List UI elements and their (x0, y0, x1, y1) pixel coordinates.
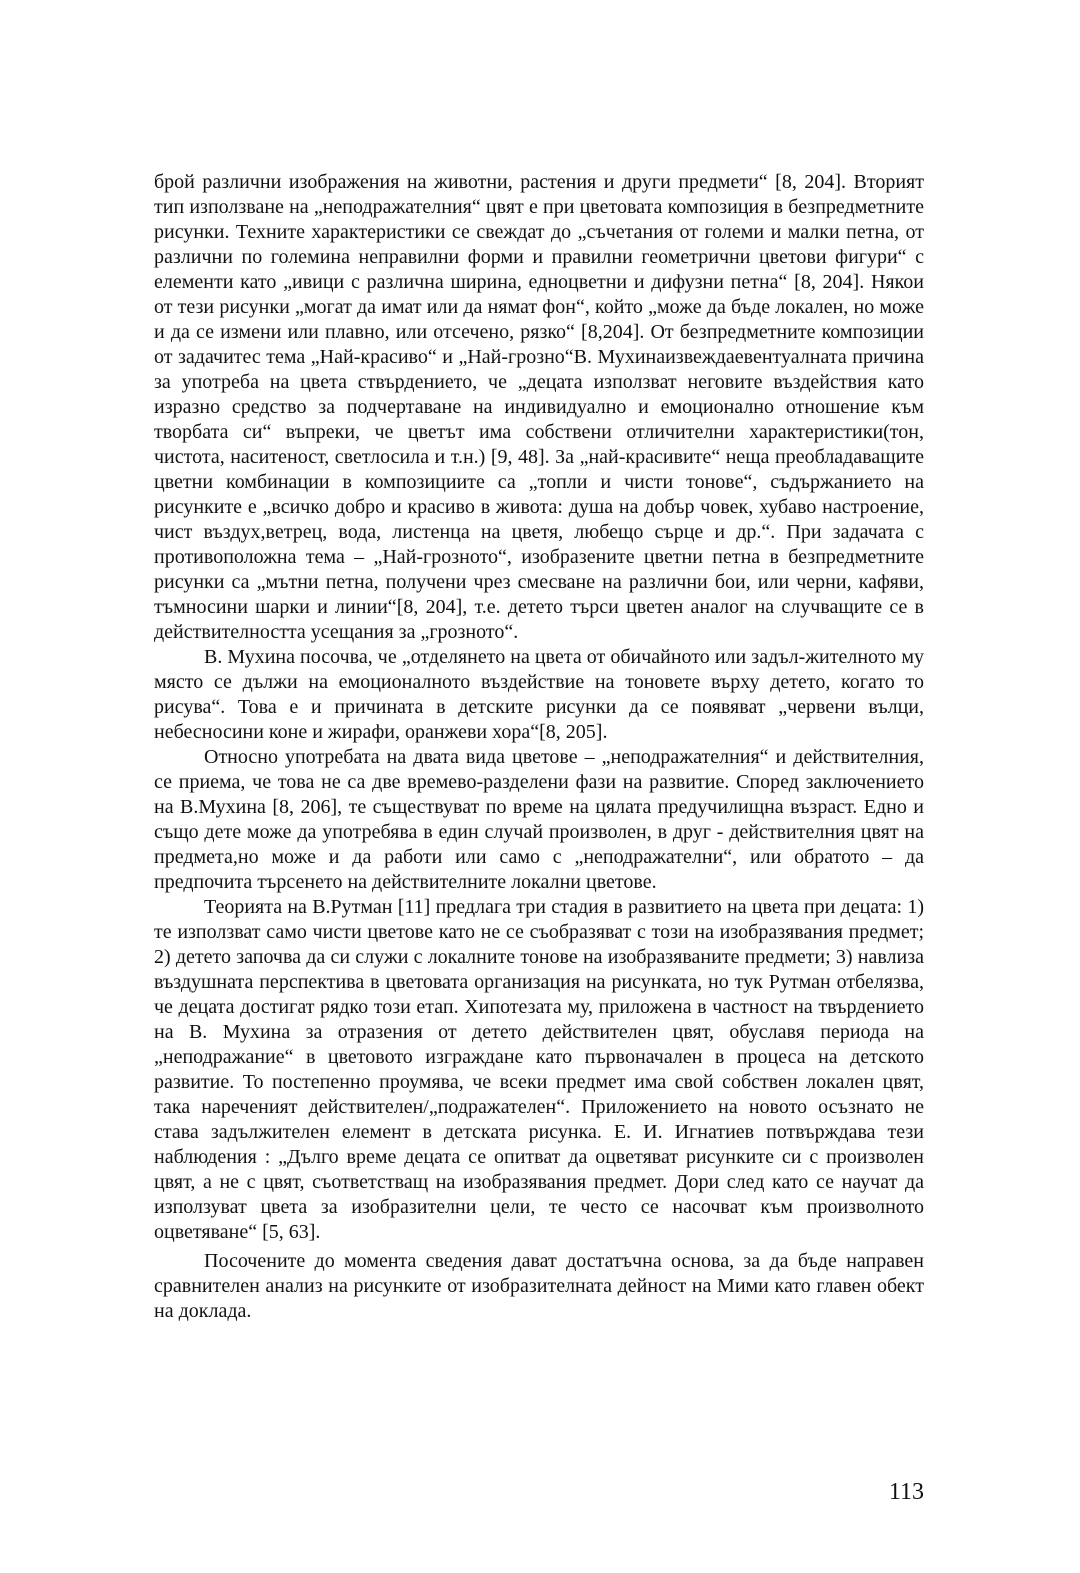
paragraph: Посочените до момента сведения дават достатъчна основа, за да бъде направен сравнителен анализ на рисунките от изобразителната дейност на Мими като главен обект на доклада. (154, 1250, 924, 1322)
paragraph-continued: брой различни изображения на животни, растения и други предмети“ [8, 204]. Вторият тип използване на „неподражателния“ цвят е при цветовата композиция в безпредметните рисунки. Техните характеристики се свеждат до „съчетания от големи и малки петна, от различни по големина неправилни форми и правилни геометрични цветови фигури“ с елементи като „ивици с различна ширина, едноцветни и дифузни петна“ [8, 204]. Някои от тези рисунки „могат да имат или да нямат фон“, който „може да бъде локален, но може и да се измени или плавно, или отсечено, рязко“ [8,204]. От безпредметните композиции от задачитес тема „Най-красиво“ и „Най-грозно“В. Мухинаизвеждаевентуалната причина за употреба на цвета ствърдението, че „децата използват неговите въздействия като изразно средство за подчертаване на индивидуално и емоционално отношение към творбата си“ въпреки, че цветът има собствени отличителни характеристики(тон, чистота, наситеност, светлосила и т.н.) [9, 48]. За „най-красивите“ неща преобладаващите цветни комбинации в композициите са „топли и чисти тонове“, съдържанието на рисунките е „всичко добро и красиво в живота: душа на добър човек, хубаво настроение, чист въздух,ветрец, вода, листенца на цветя, любещо сърце и др.“. При задачата с противоположна тема – „Най-грозното“, изобразените цветни петна в безпредметните рисунки са „мътни петна, получени чрез смесване на различни бои, или черни, кафяви, тъмносини шарки и линии“[8, 204], т.е. детето търси цветен аналог на случващите се в действителността усещания за „грозното“. (154, 171, 924, 643)
paragraph: Относно употребата на двата вида цветове – „неподражателния“ и действителния, се приема, че това не са две времево-разделени фази на развитие. Според заключението на В.Мухина [8, 206], те съществуват по време на цялата предучилищна възраст. Едно и също дете може да употребява в един случай произволен, в друг - действителния цвят на предмета,но може и да работи или само с „неподражателни“, или обратото – да предпочита търсенето на действителните локални цветове. (154, 746, 924, 893)
page-number: 113 (888, 1479, 924, 1505)
paragraph: Теорията на В.Рутман [11] предлага три стадия в развитието на цвета при децата: 1) те използват само чисти цветове като не се съобразяват с този на изобразявания предмет; 2) детето започва да си служи с локалните тонове на изобразяваните предмети; 3) навлиза въздушната перспектива в цветовата организация на рисунката, но тук Рутман отбелязва, че децата достигат рядко този етап. Хипотезата му, приложена в частност на твърдението на В. Мухина за отразения от детето действителен цвят, обуславя периода на „неподражание“ в цветовото изграждане като първоначален в процеса на детското развитие. То постепенно проумява, че всеки предмет има свой собствен локален цвят, така нареченият действителен/„подражателен“. Приложението на новото осъзнато не става задължителен елемент в детската рисунка. Е. И. Игнатиев потвърждава тези наблюдения : „Дълго време децата се опитват да оцветяват рисунките си с произволен цвят, а не с цвят, съответстващ на изобразявания предмет. Дори след като се научат да използуват цвета за изобразителни цели, те често се насочват към произволното оцветяване“ [5, 63]. (154, 896, 924, 1243)
body-text (154, 170, 924, 1324)
paragraph: В. Мухина посочва, че „отделянето на цвета от обичайното или задъл-жителното му място се дължи на емоционалното въздействие на тоновете върху детето, когато то рисува“. Това е и причината в детските рисунки да се появяват „червени вълци, небесносини коне и жирафи, оранжеви хора“[8, 205]. (154, 646, 924, 743)
